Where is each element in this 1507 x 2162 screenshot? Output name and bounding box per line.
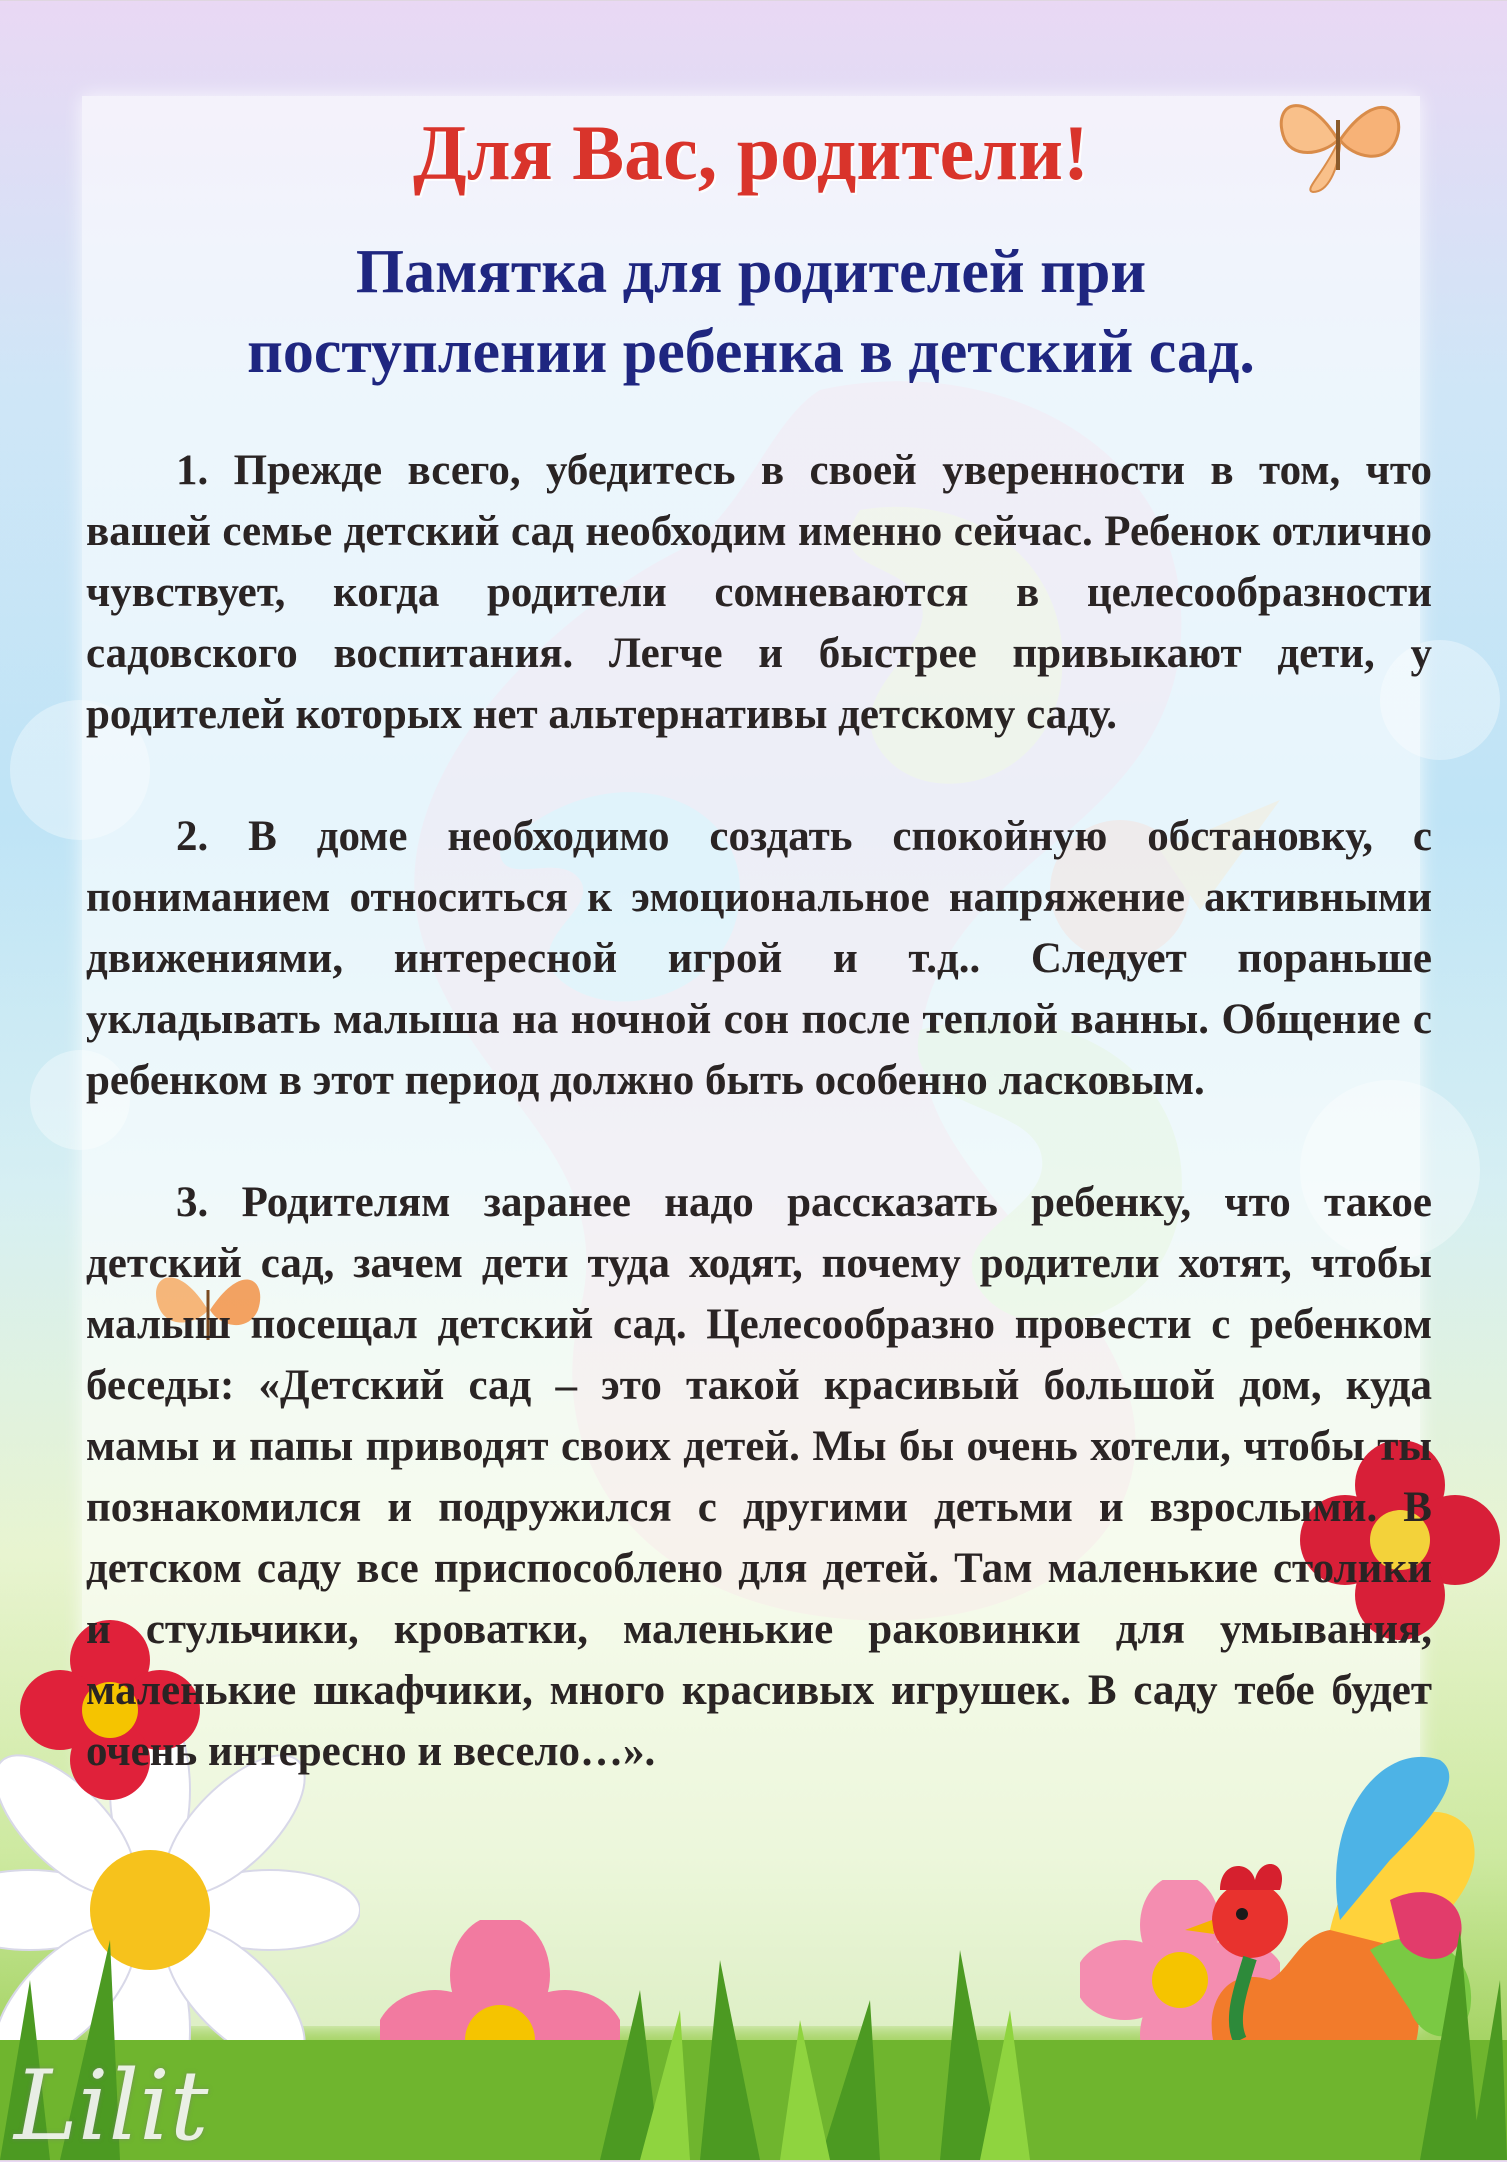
- memo-body: [86, 440, 1432, 1782]
- grass-decoration: [0, 1920, 1507, 2160]
- memo-paragraph-1: 1. Прежде всего, убедитесь в своей уверенности в том, что вашей семье детский сад необходим именно сейчас. Ребенок отлично чувствует, когда родители сомневаются в целесообразности садовского воспитания. Легче и быстрее привыкают дети, у родителей которых нет альтернативы детскому саду.: [86, 447, 1432, 738]
- subtitle-line-1: Памятка для родителей при: [355, 238, 1147, 306]
- memo-subtitle: [82, 232, 1420, 392]
- subtitle-line-2: поступлении ребенка в детский сад.: [247, 318, 1255, 386]
- memo-paragraph-3: 3. Родителям заранее надо рассказать ребенку, что такое детский сад, зачем дети туда ходят, почему родители хотят, чтобы малыш посещал детский сад. Целесообразно провести с ребенком беседы: «Детский сад – это такой красивый большой дом, куда мамы и папы приводят своих детей. Мы бы очень хотели, чтобы ты познакомился и подружился с другими детьми и взрослыми. В детском саду все приспособлено для детей. Там маленькие столики и стульчики, кроватки, маленькие раковинки для умывания, маленькие шкафчики, много красивых игрушек. В саду тебе будет очень интересно и весело…».: [86, 1179, 1432, 1775]
- memo-paragraph-2: 2. В доме необходимо создать спокойную обстановку, с пониманием относиться к эмоциональное напряжение активными движениями, интересной игрой и т.д.. Следует пораньше укладывать малыша на ночной сон после теплой ванны. Общение с ребенком в этот период должно быть особенно ласковым.: [86, 813, 1432, 1104]
- page-title: Для Вас, родители!: [413, 109, 1089, 196]
- author-signature: Lilit: [14, 2050, 209, 2162]
